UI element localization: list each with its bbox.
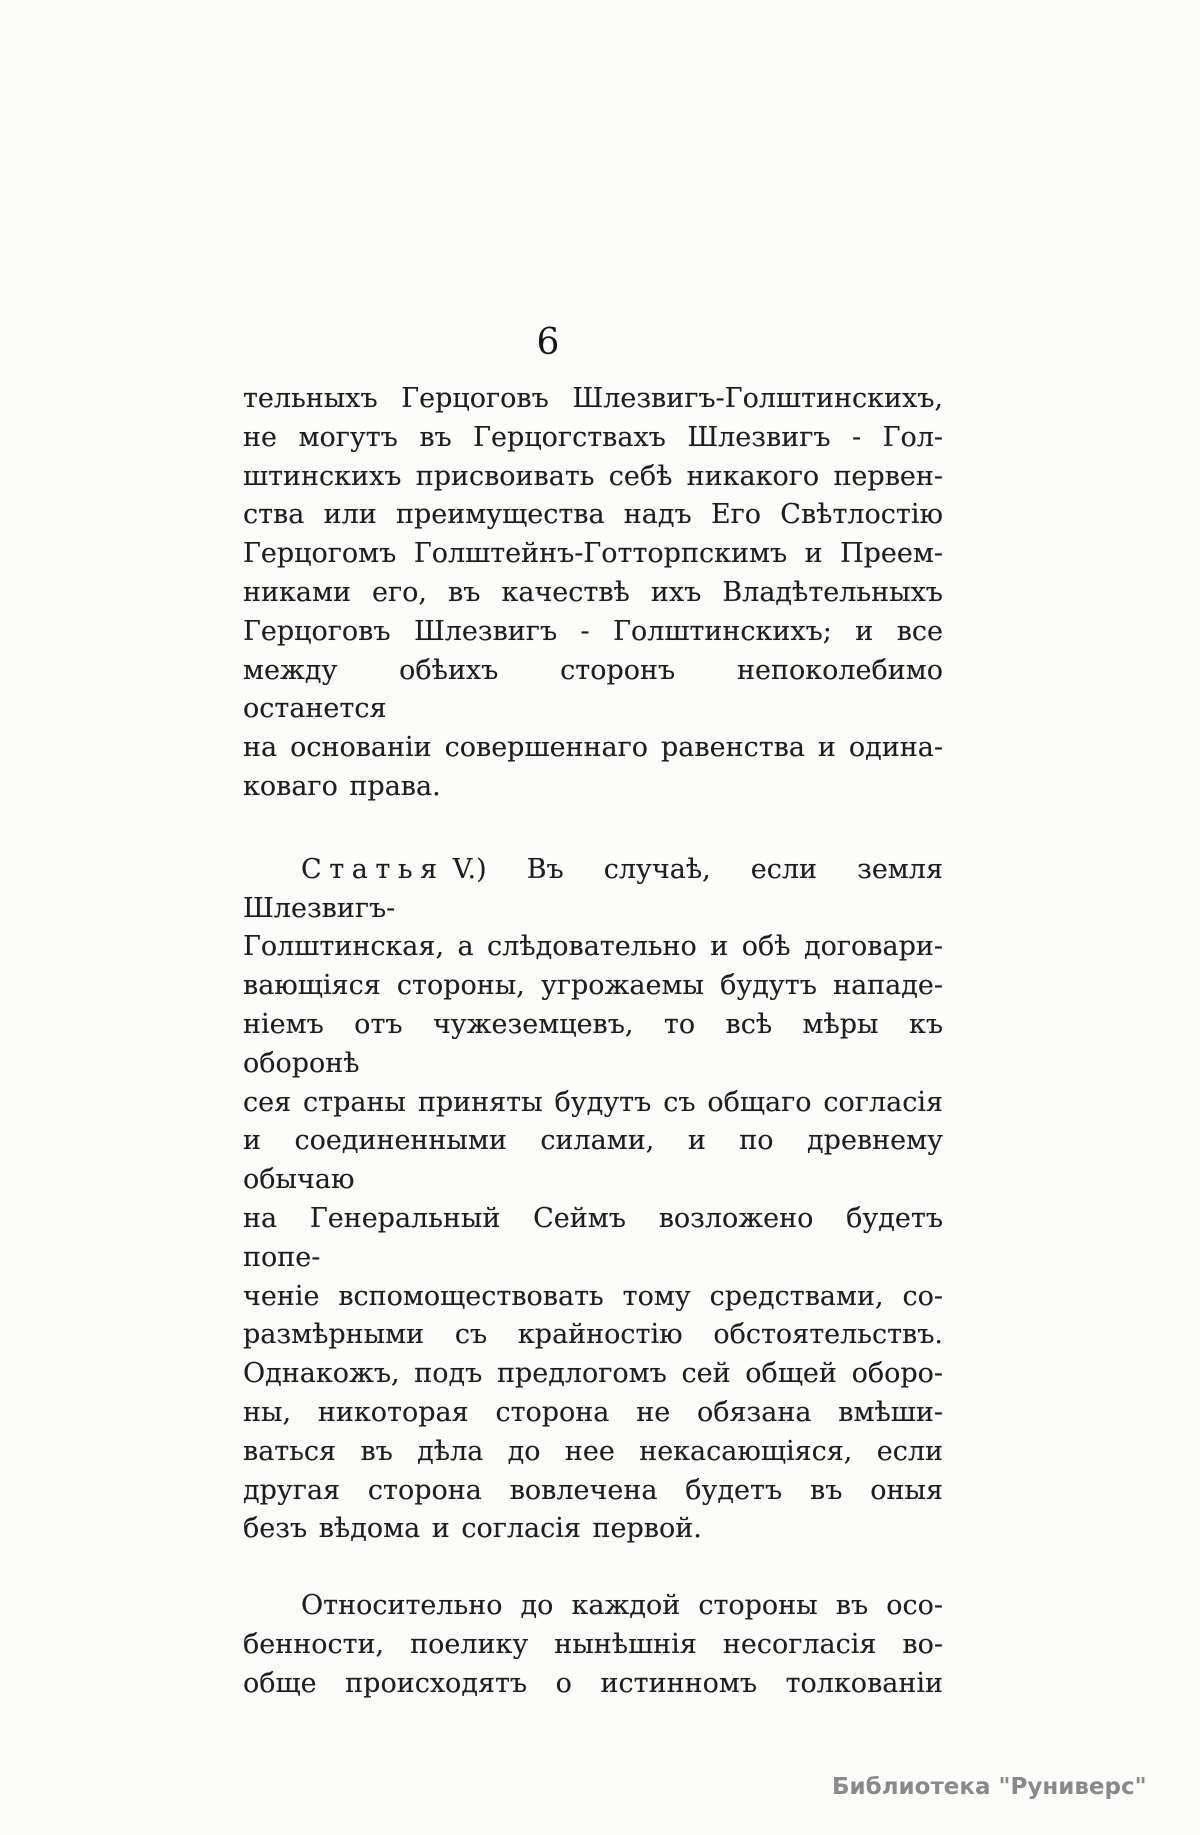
text-line: штинскихъ присвоивать себѣ никакого первен-: [243, 460, 943, 492]
paragraph-1: [243, 380, 943, 807]
paragraph-2-article-v: [243, 851, 943, 1549]
text-block: [243, 380, 943, 1704]
article-label: Статья: [301, 853, 445, 885]
text-line: Однакожъ, подъ предлогомъ сей общей оборо-: [243, 1358, 943, 1390]
text-line: сея страны приняты будутъ съ общаго согласія: [243, 1086, 943, 1118]
paragraph-3: [243, 1587, 943, 1703]
text-line: на Генеральный Сеймъ возложено будетъ попе-: [243, 1202, 943, 1273]
text-line: ны, никоторая сторона не обязана вмѣши-: [243, 1396, 943, 1428]
text-line: не могутъ въ Герцогствахъ Шлезвигъ - Гол-: [243, 421, 943, 453]
page-number: 6: [536, 322, 560, 363]
text-line: вающіяся стороны, угрожаемы будутъ нападе-: [243, 970, 943, 1002]
text-line: никами его, въ качествѣ ихъ Владѣтельныхъ: [243, 576, 943, 608]
text-line: коваго права.: [243, 770, 441, 802]
text-line: Голштинская, а слѣдовательно и обѣ договари-: [243, 931, 943, 963]
text-line: Герцогомъ Голштейнъ-Готторпскимъ и Преем-: [243, 538, 943, 570]
text-line-article-heading: [243, 851, 943, 929]
text-line: размѣрными съ крайностію обстоятельствъ.: [243, 1319, 943, 1351]
text-line: обще происходятъ о истинномъ толкованіи: [243, 1667, 943, 1699]
text-line: ства или преимущества надъ Его Свѣтлостію: [243, 499, 943, 531]
text-line: ніемъ отъ чужеземцевъ, то всѣ мѣры къ оборонѣ: [243, 1008, 943, 1079]
text-line: на основаніи совершеннаго равенства и одина-: [243, 732, 943, 764]
text-line: Относительно до каждой стороны въ осо-: [301, 1590, 943, 1622]
text-line: безъ вѣдома и согласія первой.: [243, 1513, 702, 1545]
text-line: тельныхъ Герцоговъ Шлезвигъ-Голштинскихъ,: [243, 383, 943, 414]
text-line: между обѣихъ сторонъ непоколебимо останется: [243, 654, 943, 725]
text-line: другая сторона вовлечена будетъ въ оныя: [243, 1474, 943, 1506]
text-line: ваться въ дѣла до нее некасающіяся, если: [243, 1435, 943, 1467]
text-line: бенности, поелику нынѣшнія несогласія во-: [243, 1628, 943, 1660]
library-watermark: Библиотека "Руниверс": [832, 1774, 1147, 1800]
text-line: Герцоговъ Шлезвигъ - Голштинскихъ; и все: [243, 615, 943, 647]
article-first-line-text: V.) Въ случаѣ, если земля Шлезвигъ-: [243, 853, 943, 924]
text-line: ченіе вспомоществовать тому средствами, со-: [243, 1280, 943, 1312]
text-line: и соединенными силами, и по древнему обычаю: [243, 1125, 943, 1196]
